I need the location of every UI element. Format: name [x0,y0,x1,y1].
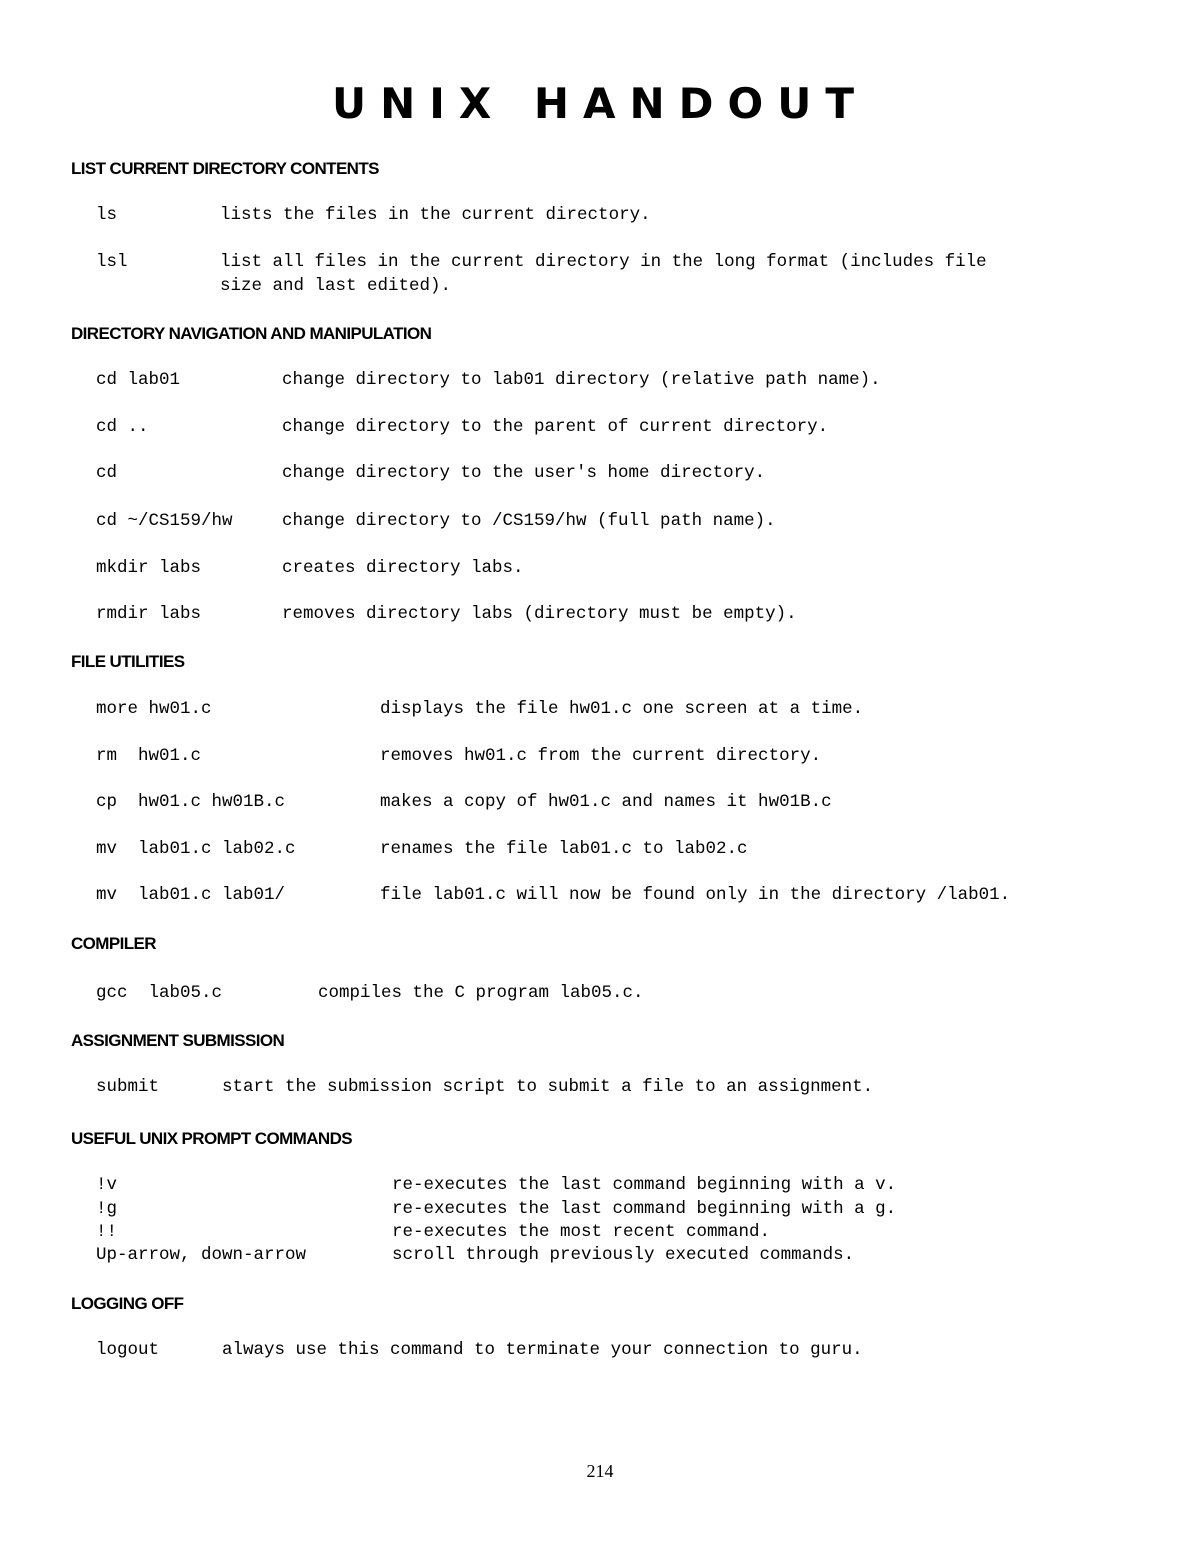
command-mv-move: mv lab01.c lab01/ [96,885,286,905]
command-gcc: gcc lab05.c [96,983,223,1003]
command-description: change directory to lab01 directory (relative path name). [282,370,881,390]
command-description: re-executes the last command beginning with a g. [392,1199,897,1219]
command-logout: logout [96,1340,160,1360]
section-heading-submission: ASSIGNMENT SUBMISSION [71,1031,285,1050]
command-cd-parent: cd .. [96,417,149,437]
section-heading-list: LIST CURRENT DIRECTORY CONTENTS [71,159,379,178]
section-heading-logging-off: LOGGING OFF [71,1294,184,1313]
command-description-continued: size and last edited). [220,276,452,296]
command-cd-full-path: cd ~/CS159/hw [96,511,233,531]
command-description: displays the file hw01.c one screen at a time. [380,699,864,719]
command-bang-g: !g [96,1199,118,1219]
command-cd-lab01: cd lab01 [96,370,181,390]
command-lsl: lsl [96,252,128,272]
command-description: renames the file lab01.c to lab02.c [380,839,748,859]
command-description: change directory to the parent of current directory. [282,417,829,437]
command-description: change directory to /CS159/hw (full path name). [282,511,776,531]
command-description: file lab01.c will now be found only in the directory /lab01. [380,885,1011,905]
command-description: change directory to the user's home directory. [282,463,766,483]
command-arrow-keys: Up-arrow, down-arrow [96,1245,307,1265]
command-description: makes a copy of hw01.c and names it hw01B.c [380,792,832,812]
command-cd-home: cd [96,463,118,483]
command-description: compiles the C program lab05.c. [318,983,644,1003]
command-description: scroll through previously executed commands. [392,1245,855,1265]
command-description: re-executes the most recent command. [392,1222,771,1242]
command-description: lists the files in the current directory. [220,205,651,225]
section-heading-prompt-commands: USEFUL UNIX PROMPT COMMANDS [71,1129,352,1148]
command-description: re-executes the last command beginning with a v. [392,1175,897,1195]
command-description: removes directory labs (directory must be empty). [282,604,797,624]
command-mkdir: mkdir labs [96,558,202,578]
command-description: list all files in the current directory in the long format (includes file [220,252,987,272]
section-heading-navigation: DIRECTORY NAVIGATION AND MANIPULATION [71,324,432,343]
command-more: more hw01.c [96,699,212,719]
section-heading-file-utilities: FILE UTILITIES [71,652,185,671]
command-description: creates directory labs. [282,558,524,578]
command-description: always use this command to terminate your connection to guru. [222,1340,863,1360]
command-ls: ls [96,205,118,225]
command-description: removes hw01.c from the current directory. [380,746,822,766]
command-cp: cp hw01.c hw01B.c [96,792,286,812]
command-submit: submit [96,1077,160,1097]
command-description: start the submission script to submit a file to an assignment. [222,1077,874,1097]
command-bang-v: !v [96,1175,118,1195]
command-rmdir: rmdir labs [96,604,202,624]
page-title: UNIX HANDOUT [331,79,868,128]
section-heading-compiler: COMPILER [71,934,156,953]
command-bang-bang: !! [96,1222,118,1242]
command-rm: rm hw01.c [96,746,202,766]
page-number: 214 [586,1461,614,1481]
command-mv-rename: mv lab01.c lab02.c [96,839,296,859]
